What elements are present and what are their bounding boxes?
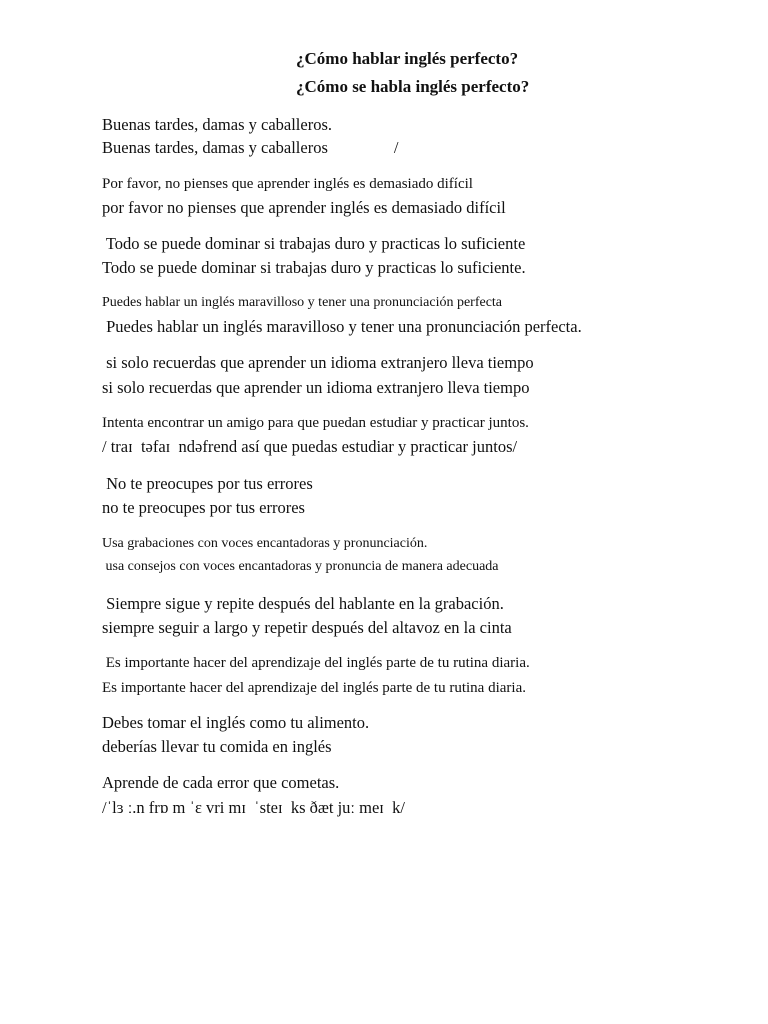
- sentence-line: Debes tomar el inglés como tu alimento.: [102, 713, 370, 732]
- sentence-line: Todo se puede dominar si trabajas duro y practicas lo suficiente: [102, 234, 526, 253]
- translation-line: Es importante hacer del aprendizaje del inglés parte de tu rutina diaria.: [102, 680, 526, 696]
- sentence-line: Es importante hacer del aprendizaje del inglés parte de tu rutina diaria.: [102, 655, 530, 671]
- document-title: ¿Cómo hablar inglés perfecto?: [296, 49, 519, 68]
- translation-line: si solo recuerdas que aprender un idioma extranjero lleva tiempo: [102, 378, 530, 397]
- translation-line: por favor no pienses que aprender inglés es demasiado difícil: [102, 198, 506, 217]
- sentence-line: Usa grabaciones con voces encantadoras y pronunciación.: [102, 536, 428, 551]
- translation-line: no te preocupes por tus errores: [102, 498, 305, 517]
- sentence-line: Aprende de cada error que cometas.: [102, 773, 340, 792]
- sentence-line: Buenas tardes, damas y caballeros.: [102, 115, 333, 134]
- translation-line: deberías llevar tu comida en inglés: [102, 737, 332, 756]
- sentence-line: Puedes hablar un inglés maravilloso y tener una pronunciación perfecta: [102, 295, 503, 310]
- sentence-line: Intenta encontrar un amigo para que puedan estudiar y practicar juntos.: [102, 415, 529, 431]
- sentence-line: si solo recuerdas que aprender un idioma extranjero lleva tiempo: [102, 353, 534, 372]
- translation-line: / traɪ təfaɪ ndəfrend así que puedas estudiar y practicar juntos/: [102, 437, 518, 456]
- translation-line: siempre seguir a largo y repetir después del altavoz en la cinta: [102, 618, 512, 637]
- translation-line: Todo se puede dominar si trabajas duro y practicas lo suficiente.: [102, 258, 526, 277]
- phonetic-transcription: /ˈlɜ ː.n frɒ m ˈɛ vri mɪ ˈsteɪ ks ðæt juː meɪ k/: [102, 798, 405, 817]
- translation-line: Buenas tardes, damas y caballeros /: [102, 138, 399, 157]
- translation-line: Puedes hablar un inglés maravilloso y tener una pronunciación perfecta.: [102, 317, 582, 336]
- document-subtitle: ¿Cómo se habla inglés perfecto?: [296, 77, 530, 96]
- sentence-line: Siempre sigue y repite después del hablante en la grabación.: [102, 594, 504, 613]
- sentence-line: Por favor, no pienses que aprender inglés es demasiado difícil: [102, 176, 473, 192]
- sentence-line: No te preocupes por tus errores: [102, 474, 313, 493]
- translation-line: usa consejos con voces encantadoras y pronuncia de manera adecuada: [102, 559, 499, 574]
